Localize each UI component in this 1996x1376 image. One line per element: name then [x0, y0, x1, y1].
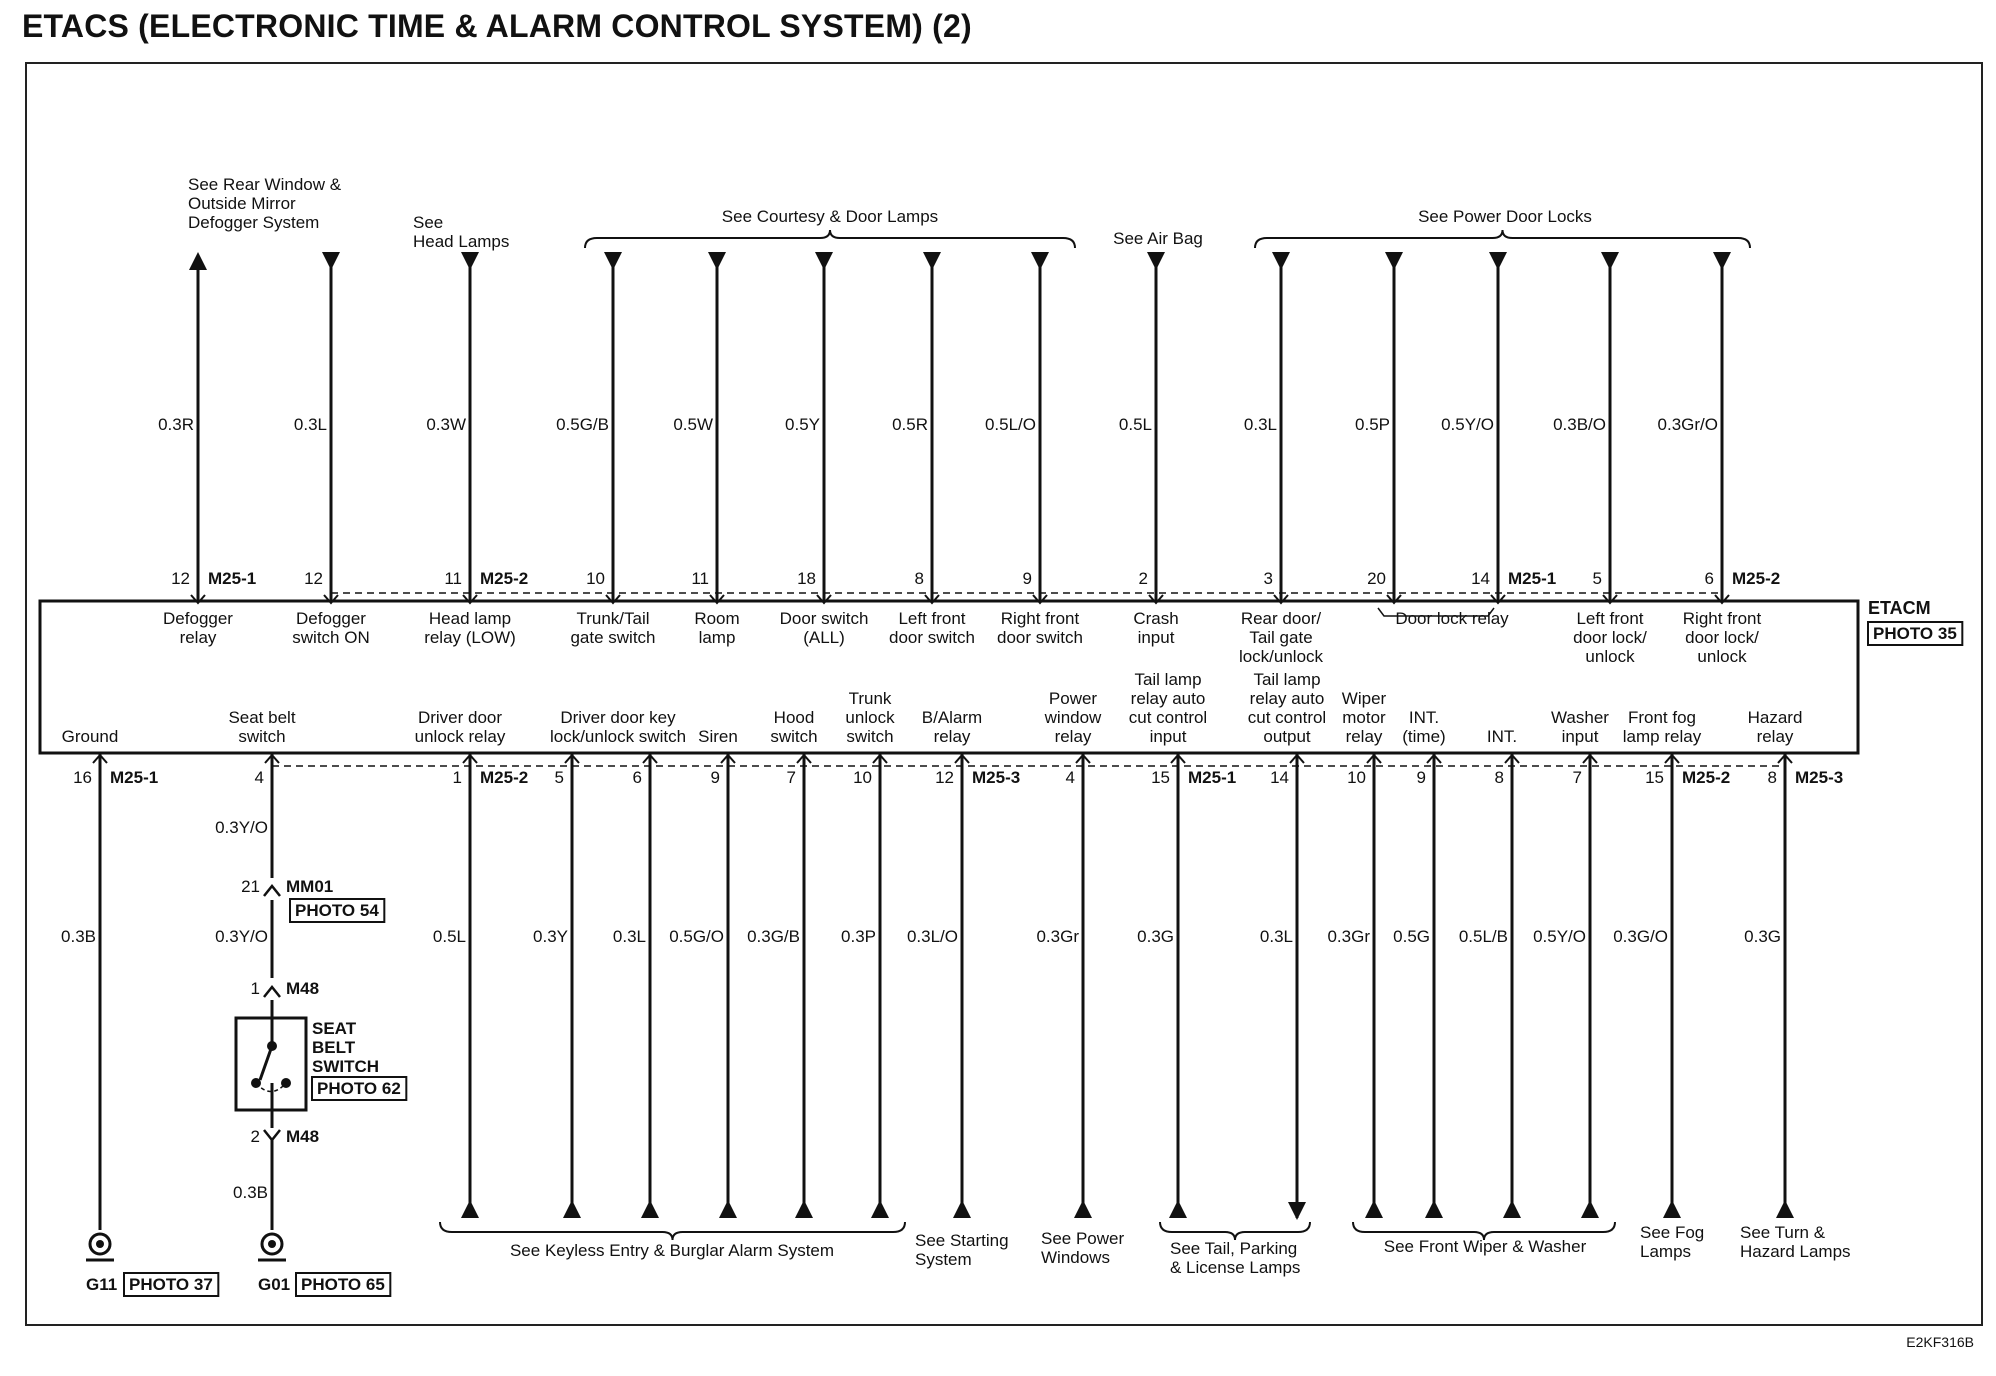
m48-pin2: 2 [250, 1127, 260, 1146]
bottom-pin-number: 6 [632, 768, 642, 787]
bottom-function-label: Tail lamp [1253, 670, 1321, 689]
bottom-pin-number: 9 [1416, 768, 1426, 787]
arrow-up-icon [1663, 1200, 1681, 1218]
bottom-function-label: Tail lamp [1134, 670, 1202, 689]
m48-pin2-mark [264, 1130, 280, 1140]
door-locks-brace [1255, 230, 1750, 248]
top-wire-color: 0.5Y/O [1441, 415, 1494, 434]
bottom-function-label: Wiper [1341, 689, 1387, 708]
bottom-function-label: relay auto [1249, 689, 1325, 708]
arrow-down-icon [708, 252, 726, 270]
bottom-function-label: switch [770, 727, 818, 746]
top-pin-number: 12 [304, 569, 323, 588]
bottom-pin-number: 7 [786, 768, 796, 787]
top-function-label: Crash [1133, 609, 1179, 628]
bottom-connector-id: M25-2 [480, 768, 529, 787]
top-pin-number: 20 [1367, 569, 1386, 588]
bottom-function-label: relay auto [1130, 689, 1206, 708]
seat-belt-switch-label: SEAT [312, 1019, 357, 1038]
group-power-windows-label: See Power [1041, 1229, 1125, 1248]
top-function-label: Head lamp [428, 609, 512, 628]
arrow-down-icon [461, 252, 479, 270]
group-door-locks-label: See Power Door Locks [1418, 207, 1592, 226]
top-pin-number: 3 [1263, 569, 1273, 588]
bottom-function-label: cut control [1247, 708, 1327, 727]
top-wire-color: 0.3L [293, 415, 327, 434]
bottom-function-label: Power [1048, 689, 1098, 708]
seat-belt-switch-label: SWITCH [312, 1057, 380, 1076]
bottom-pin-number: 14 [1270, 768, 1289, 787]
group-tail-label: See Tail, Parking [1170, 1239, 1298, 1258]
ground-g11-photo: PHOTO 37 [129, 1275, 213, 1294]
mm01-photo: PHOTO 54 [295, 901, 379, 920]
top-wire-color: 0.5R [892, 415, 928, 434]
mm01-connector-mark [264, 886, 280, 896]
keyless-brace [440, 1222, 905, 1240]
ground-icon-dot [96, 1240, 104, 1248]
arrow-down-icon [1272, 252, 1290, 270]
top-wire-color: 0.5Y [785, 415, 820, 434]
bottom-pin-number: 10 [1347, 768, 1366, 787]
mm01-pin: 21 [241, 877, 260, 896]
top-function-label: Door lock relay [1395, 609, 1509, 628]
bottom-function-label: lock/unlock switch [549, 727, 687, 746]
bottom-wire-color: 0.3L [1259, 927, 1293, 946]
bottom-wire-color: 0.3G/O [1613, 927, 1668, 946]
bottom-function-label: motor [1342, 708, 1386, 727]
bottom-connector-id: M25-1 [110, 768, 159, 787]
top-function-label: switch ON [292, 628, 370, 647]
bottom-wire-color: 0.3G [1744, 927, 1781, 946]
top-function-label: (ALL) [803, 628, 845, 647]
bottom-function-label: cut control [1128, 708, 1208, 727]
bottom-wire-color: 0.3Gr [1327, 927, 1370, 946]
top-wire-color: 0.3B/O [1553, 415, 1606, 434]
group-tail-label: & License Lamps [1170, 1258, 1301, 1277]
arrow-up-icon [1169, 1200, 1187, 1218]
top-connector-id: M25-1 [1508, 569, 1557, 588]
bottom-function-label: input [1561, 727, 1599, 746]
bottom-function-label: Trunk [848, 689, 892, 708]
seat-belt-wire-lower-color: 0.3B [233, 1183, 268, 1202]
seat-belt-switch-photo: PHOTO 62 [317, 1079, 401, 1098]
arrow-up-icon [1776, 1200, 1794, 1218]
arrow-up-icon [1365, 1200, 1383, 1218]
bottom-function-label: relay [1756, 727, 1794, 746]
bottom-function-label: (time) [1402, 727, 1446, 746]
arrow-down-icon [1713, 252, 1731, 270]
top-function-label: Left front [1576, 609, 1644, 628]
arrow-down-icon [1288, 1202, 1306, 1220]
bottom-function-label: window [1044, 708, 1102, 727]
bottom-function-label: Siren [698, 727, 738, 746]
group-head-lamps-label: See [413, 213, 444, 232]
top-function-label: Rear door/ [1240, 609, 1322, 628]
bottom-function-label: Ground [61, 727, 119, 746]
tail-brace [1160, 1222, 1310, 1240]
courtesy-brace [585, 230, 1075, 248]
m48-pin1: 1 [250, 979, 260, 998]
bottom-function-label: input [1149, 727, 1187, 746]
bottom-connector-id: M25-2 [1682, 768, 1731, 787]
top-connector-id: M25-2 [1732, 569, 1781, 588]
bottom-pin-number: 15 [1151, 768, 1170, 787]
bottom-function-label: lamp relay [1622, 727, 1702, 746]
top-function-label: Right front [1000, 609, 1080, 628]
top-pin-number: 11 [444, 569, 462, 588]
bottom-function-label: Driver door key [560, 708, 676, 727]
top-function-label: lamp [698, 628, 736, 647]
mm01-connector: MM01 [286, 877, 334, 896]
top-wire-color: 0.3R [158, 415, 194, 434]
bottom-pin-number: 8 [1494, 768, 1504, 787]
ground-wire-color: 0.3B [61, 927, 96, 946]
bottom-function-label: switch [238, 727, 286, 746]
top-wire-color: 0.3Gr/O [1657, 415, 1718, 434]
group-fog-label: Lamps [1640, 1242, 1692, 1261]
bottom-function-label: Front fog [1627, 708, 1697, 727]
top-function-label: lock/unlock [1238, 647, 1324, 666]
top-wire-color: 0.3L [1243, 415, 1277, 434]
arrow-up-icon [1425, 1200, 1443, 1218]
bottom-function-label: Driver door [417, 708, 503, 727]
top-wire-color: 0.5G/B [556, 415, 609, 434]
arrow-up-icon [1581, 1200, 1599, 1218]
top-connector-id: M25-2 [480, 569, 529, 588]
bottom-pin-number: 15 [1645, 768, 1664, 787]
seat-belt-wire-mid-color: 0.3Y/O [215, 927, 268, 946]
bottom-pin-number: 8 [1767, 768, 1777, 787]
bottom-connector-id: M25-3 [972, 768, 1021, 787]
seat-belt-wire-color: 0.3Y/O [215, 818, 268, 837]
m48-connector-2: M48 [286, 1127, 320, 1146]
bottom-function-label: relay [1345, 727, 1383, 746]
bottom-wire-color: 0.3L/O [906, 927, 958, 946]
top-pin-number: 10 [586, 569, 605, 588]
top-function-label: Door switch [779, 609, 869, 628]
bottom-function-label: output [1263, 727, 1311, 746]
top-wire-color: 0.5P [1355, 415, 1390, 434]
top-pin-number: 14 [1471, 569, 1490, 588]
bottom-function-label: unlock [845, 708, 895, 727]
arrow-up-icon [871, 1200, 889, 1218]
bottom-pin-number: 10 [853, 768, 872, 787]
arrow-down-icon [923, 252, 941, 270]
bottom-function-label: Washer [1551, 708, 1609, 727]
group-rear-window-label: Outside Mirror [188, 194, 296, 213]
bottom-wire-color: 0.5G/O [669, 927, 724, 946]
diagram-id: E2KF316B [1906, 1334, 1974, 1350]
top-pin-number: 2 [1138, 569, 1148, 588]
arrow-down-icon [1147, 252, 1165, 270]
bottom-pin-number: 9 [710, 768, 720, 787]
group-hazard-label: Hazard Lamps [1740, 1242, 1851, 1261]
bottom-pin-number: 1 [452, 768, 462, 787]
group-fog-label: See Fog [1640, 1223, 1705, 1242]
arrow-down-icon [1385, 252, 1403, 270]
arrow-down-icon [815, 252, 833, 270]
bottom-wire-color: 0.3L [612, 927, 646, 946]
bottom-wire-color: 0.3G [1137, 927, 1174, 946]
top-function-label: input [1137, 628, 1175, 647]
etacm-label: ETACM [1868, 598, 1931, 618]
bottom-function-label: switch [846, 727, 894, 746]
bottom-pin-number: 12 [935, 768, 954, 787]
m48-pin1-mark [264, 987, 280, 997]
group-starting-label: System [915, 1250, 972, 1269]
top-function-label: Right front [1682, 609, 1762, 628]
bottom-function-label: relay [933, 727, 971, 746]
top-function-label: Trunk/Tail [576, 609, 650, 628]
ground-g01-photo: PHOTO 65 [301, 1275, 385, 1294]
arrow-down-icon [604, 252, 622, 270]
bottom-function-label: INT. [1486, 727, 1518, 746]
top-function-label: door switch [997, 628, 1083, 647]
top-pin-number: 5 [1592, 569, 1602, 588]
bottom-function-label: Hood [773, 708, 815, 727]
top-function-label: Defogger [296, 609, 366, 628]
bottom-pin-number: 16 [73, 768, 92, 787]
arrow-up-icon [719, 1200, 737, 1218]
ground-g01-name: G01 [258, 1275, 291, 1294]
top-function-label: Room [694, 609, 740, 628]
bottom-wire-color: 0.5L/B [1458, 927, 1508, 946]
top-function-label: Defogger [163, 609, 233, 628]
m48-connector: M48 [286, 979, 320, 998]
arrow-down-icon [1601, 252, 1619, 270]
arrow-up-icon [563, 1200, 581, 1218]
top-function-label: door lock/ [1685, 628, 1759, 647]
ground-g11-name: G11 [86, 1275, 118, 1294]
arrow-up-icon [1503, 1200, 1521, 1218]
bottom-wire-color: 0.3G/B [747, 927, 800, 946]
arrow-down-icon [322, 252, 340, 270]
bottom-function-label: relay [1054, 727, 1092, 746]
arrow-up-icon [189, 252, 207, 270]
top-pin-number: 11 [691, 569, 709, 588]
switch-blade [260, 1046, 272, 1080]
etacm-photo: PHOTO 35 [1873, 624, 1957, 643]
group-rear-window-label: See Rear Window & [188, 175, 342, 194]
top-pin-number: 8 [914, 569, 924, 588]
arrow-up-icon [795, 1200, 813, 1218]
arrow-up-icon [953, 1200, 971, 1218]
arrow-up-icon [1074, 1200, 1092, 1218]
ground-icon-dot [268, 1240, 276, 1248]
top-function-label: door lock/ [1573, 628, 1647, 647]
top-function-label: relay (LOW) [424, 628, 516, 647]
bottom-function-label: Seat belt [228, 708, 296, 727]
top-function-label: relay [179, 628, 217, 647]
top-pin-number: 9 [1022, 569, 1032, 588]
group-courtesy-label: See Courtesy & Door Lamps [721, 207, 939, 226]
bottom-function-label: B/Alarm [921, 708, 983, 727]
bottom-connector-id: M25-1 [1188, 768, 1237, 787]
top-function-label: Tail gate [1249, 628, 1313, 647]
top-wire-color: 0.5L/O [984, 415, 1036, 434]
bottom-pin-number: 5 [554, 768, 564, 787]
top-function-label: Left front [898, 609, 966, 628]
top-wire-color: 0.3W [426, 415, 466, 434]
top-function-label: unlock [1585, 647, 1635, 666]
bottom-wire-color: 0.3P [841, 927, 876, 946]
group-starting-label: See Starting [915, 1231, 1009, 1250]
bottom-pin-number: 4 [1065, 768, 1075, 787]
group-hazard-label: See Turn & [1740, 1223, 1826, 1242]
top-pin-number: 6 [1704, 569, 1714, 588]
bottom-wire-color: 0.5G [1393, 927, 1430, 946]
group-wiper-label: See Front Wiper & Washer [1383, 1237, 1587, 1256]
group-keyless-label: See Keyless Entry & Burglar Alarm System [509, 1241, 835, 1260]
group-rear-window-label: Defogger System [188, 213, 320, 232]
bottom-function-label: Hazard [1747, 708, 1803, 727]
top-function-label: unlock [1697, 647, 1747, 666]
bottom-wire-color: 0.3Y [533, 927, 568, 946]
top-wire-color: 0.5W [673, 415, 713, 434]
group-power-windows-label: Windows [1041, 1248, 1110, 1267]
bottom-pin-number: 4 [254, 768, 264, 787]
arrow-up-icon [461, 1200, 479, 1218]
page-title: ETACS (ELECTRONIC TIME & ALARM CONTROL SYSTEM) (2) [22, 8, 972, 44]
top-function-label: gate switch [570, 628, 656, 647]
bottom-connector-id: M25-3 [1795, 768, 1844, 787]
bottom-function-label: INT. [1408, 708, 1440, 727]
arrow-down-icon [1031, 252, 1049, 270]
top-pin-number: 18 [797, 569, 816, 588]
arrow-up-icon [641, 1200, 659, 1218]
bottom-function-label: unlock relay [414, 727, 506, 746]
arrow-down-icon [1489, 252, 1507, 270]
group-head-lamps-label: Head Lamps [413, 232, 510, 251]
top-function-label: door switch [889, 628, 975, 647]
seat-belt-switch-label: BELT [312, 1038, 356, 1057]
top-pin-number: 12 [171, 569, 190, 588]
top-wire-color: 0.5L [1118, 415, 1152, 434]
bottom-wire-color: 0.5L [432, 927, 466, 946]
group-air-bag-label: See Air Bag [1113, 229, 1203, 248]
bottom-wire-color: 0.5Y/O [1533, 927, 1586, 946]
bottom-pin-number: 7 [1572, 768, 1582, 787]
bottom-wire-color: 0.3Gr [1036, 927, 1079, 946]
top-connector-id: M25-1 [208, 569, 257, 588]
